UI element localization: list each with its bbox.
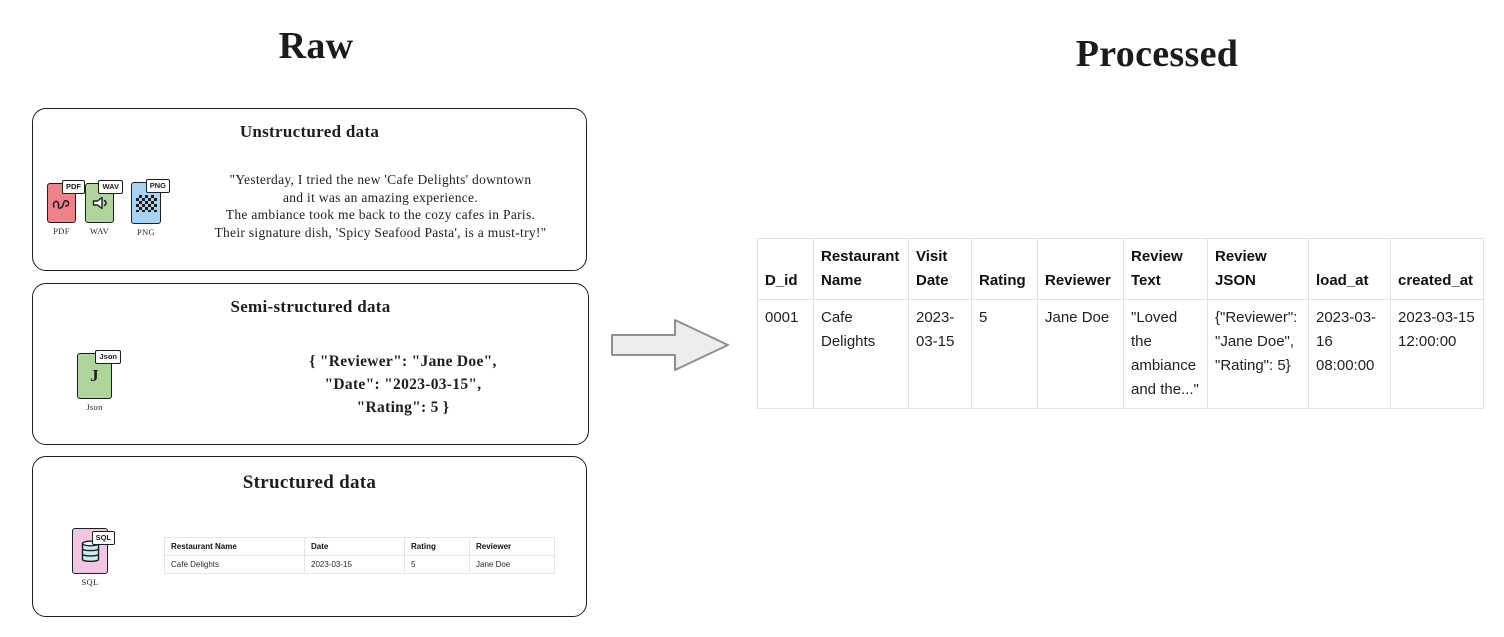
mini-header-cell: Rating xyxy=(405,538,470,556)
mini-cell: Cafe Delights xyxy=(165,556,305,574)
unstructured-data-box xyxy=(32,108,587,271)
processed-header-cell: Rating xyxy=(972,239,1038,300)
sql-file-icon xyxy=(72,528,111,587)
json-file-icon xyxy=(77,352,117,412)
structured-data-box xyxy=(32,456,587,617)
sql-badge: SQL xyxy=(92,531,115,545)
json-badge: Json xyxy=(95,350,121,364)
review-quote-line: and it was an amazing experience. xyxy=(282,189,479,205)
json-snippet-line: { "Reviewer": "Jane Doe", xyxy=(309,353,497,370)
processed-header-cell: Visit Date xyxy=(909,239,972,300)
processed-cell: "Loved the ambiance and the..." xyxy=(1124,300,1208,409)
mini-cell: Jane Doe xyxy=(470,556,555,574)
processed-header-cell: Restaurant Name xyxy=(814,239,909,300)
processed-cell: 2023-03-16 08:00:00 xyxy=(1309,300,1391,409)
processed-header-cell: D_id xyxy=(758,239,814,300)
processed-cell: 2023-03-15 12:00:00 xyxy=(1391,300,1484,409)
semi-structured-box-title: Semi-structured data xyxy=(230,297,391,316)
pdf-file-icon xyxy=(47,182,81,236)
png-badge: PNG xyxy=(146,179,170,193)
processed-cell: 5 xyxy=(972,300,1038,409)
processed-header-cell: created_at xyxy=(1391,239,1484,300)
png-file-icon xyxy=(131,181,166,237)
json-snippet-line: "Date": "2023-03-15", xyxy=(324,376,482,393)
processed-header-cell: Review JSON xyxy=(1208,239,1309,300)
semi-structured-data-box xyxy=(32,283,589,445)
processed-header-cell: load_at xyxy=(1309,239,1391,300)
structured-box-title: Structured data xyxy=(242,472,377,493)
processed-section-title: Processed xyxy=(1075,33,1239,75)
mini-cell: 2023-03-15 xyxy=(305,556,405,574)
unstructured-box-title: Unstructured data xyxy=(239,122,380,141)
sql-label: SQL xyxy=(81,577,99,587)
review-quote-line: The ambiance took me back to the cozy cafes in Paris. xyxy=(225,207,536,222)
processed-cell: 2023-03-15 xyxy=(909,300,972,409)
processed-header-row xyxy=(758,239,1484,300)
structured-mini-table xyxy=(164,537,555,574)
json-snippet xyxy=(213,350,593,419)
pdf-label: PDF xyxy=(53,226,70,236)
review-quote xyxy=(181,171,580,241)
speaker-icon xyxy=(90,193,110,213)
wav-badge: WAV xyxy=(98,180,123,194)
png-label: PNG xyxy=(137,227,155,237)
review-quote-line: "Yesterday, I tried the new 'Cafe Delights' downtown xyxy=(229,172,532,187)
mini-header-cell: Date xyxy=(305,538,405,556)
mini-header-cell: Reviewer xyxy=(470,538,555,556)
checkerboard-icon xyxy=(136,195,157,212)
processed-header-cell: Reviewer xyxy=(1038,239,1124,300)
pdf-squiggle-icon xyxy=(51,194,73,212)
wav-label: WAV xyxy=(89,226,110,236)
mini-table-header-row xyxy=(165,538,555,556)
json-snippet-line: "Rating": 5 } xyxy=(356,399,450,416)
mini-header-cell: Restaurant Name xyxy=(165,538,305,556)
json-j-glyph: J xyxy=(90,366,99,385)
processed-table xyxy=(757,238,1484,409)
processed-cell: Cafe Delights xyxy=(814,300,909,409)
processed-cell: {"Reviewer": "Jane Doe", "Rating": 5} xyxy=(1208,300,1309,409)
processed-table-row xyxy=(758,300,1484,409)
json-label: Json xyxy=(86,402,103,412)
right-arrow-icon xyxy=(609,315,733,375)
wav-file-icon xyxy=(85,182,119,236)
mini-cell: 5 xyxy=(405,556,470,574)
raw-section-title: Raw xyxy=(278,25,354,67)
structured-mini-table-wrap xyxy=(164,537,555,574)
processed-header-cell: Review Text xyxy=(1124,239,1208,300)
mini-table-row xyxy=(165,556,555,574)
review-quote-line: Their signature dish, 'Spicy Seafood Pasta', is a must-try!" xyxy=(214,224,547,240)
processed-cell: Jane Doe xyxy=(1038,300,1124,409)
pdf-badge: PDF xyxy=(62,180,85,194)
processed-table-wrap xyxy=(757,238,1484,409)
processed-cell: 0001 xyxy=(758,300,814,409)
